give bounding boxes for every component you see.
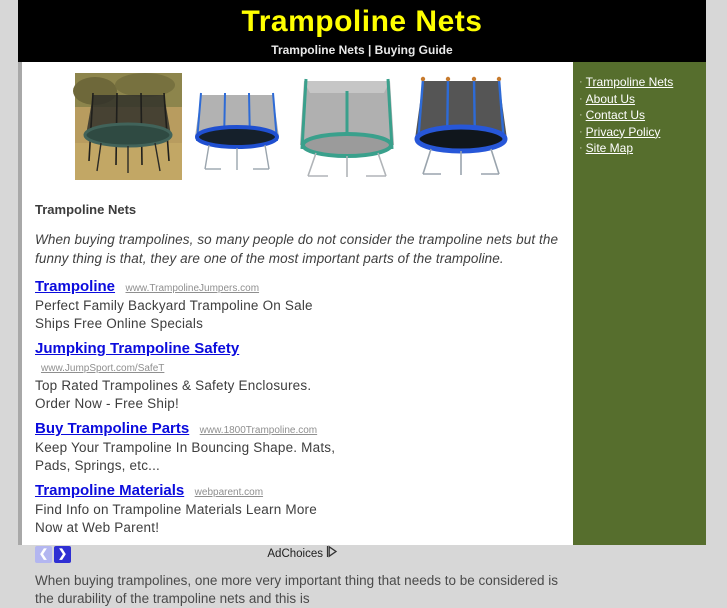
sidebar-nav (573, 62, 706, 545)
trampoline-teal-large (292, 73, 402, 185)
ad-block (35, 340, 337, 413)
ad-url-link[interactable]: www.1800Trampoline.com (199, 425, 318, 436)
page-title: Trampoline Nets (35, 202, 137, 217)
ad-link[interactable]: Trampoline (35, 278, 116, 295)
bullet-icon: · (579, 76, 583, 88)
sidebar-link[interactable]: About Us (585, 91, 636, 106)
trampoline-photo-outdoor (75, 73, 182, 185)
bullet-icon: · (579, 92, 583, 105)
ad-unit (35, 278, 337, 563)
sidebar-link[interactable]: Contact Us (585, 108, 646, 122)
main-content (18, 62, 573, 606)
trampoline-images-row (75, 78, 573, 185)
ad-link[interactable]: Trampoline Materials (35, 482, 185, 499)
trampoline-blue-small (187, 85, 287, 178)
sidebar-item-privacy-policy[interactable] (579, 126, 702, 139)
adchoices-label: AdChoices (267, 548, 323, 560)
ad-url-link[interactable]: www.TrampolineJumpers.com (125, 283, 260, 294)
adchoices-icon (326, 545, 337, 563)
adchoices-link[interactable] (267, 545, 337, 563)
page-container (18, 0, 706, 606)
sidebar-item-about-us[interactable] (579, 93, 702, 106)
bullet-icon: · (579, 142, 583, 154)
ad-url-link[interactable]: webparent.com (194, 487, 264, 498)
ad-link[interactable]: Jumpking Trampoline Safety (35, 340, 240, 357)
sidebar-link[interactable]: Privacy Policy (585, 124, 661, 139)
ad-description: Find Info on Trampoline Materials Learn More Now at Web Parent! (35, 502, 317, 535)
ad-description: Perfect Family Backyard Trampoline On Sale Ships Free Online Specials (35, 298, 313, 331)
ad-next-button[interactable]: ❯ (54, 546, 71, 563)
ad-description: Top Rated Trampolines & Safety Enclosures. Order Now - Free Ship! (35, 378, 312, 411)
bullet-icon: · (579, 109, 583, 121)
ad-footer (35, 545, 337, 563)
ad-description: Keep Your Trampoline In Bouncing Shape. Mats, Pads, Springs, etc... (35, 440, 336, 473)
site-subtitle: Trampoline Nets | Buying Guide (271, 43, 453, 57)
ad-url-link[interactable]: www.JumpSport.com/SafeT (41, 363, 165, 374)
site-header (18, 0, 706, 62)
trampoline-blue-large (407, 73, 515, 185)
ad-link[interactable]: Buy Trampoline Parts (35, 420, 190, 437)
sidebar-item-trampoline-nets[interactable] (579, 76, 702, 89)
ad-prev-button[interactable]: ❮ (35, 546, 52, 563)
clipped-paragraph: When buying trampolines, one more very important thing that needs to be considered is the durability of the trampoline nets and this is (35, 573, 559, 606)
body-row (18, 62, 706, 606)
intro-paragraph: When buying trampolines, so many people do not consider the trampoline nets but the funny thing is that, they are one of the most important parts of the trampoline. (35, 232, 559, 266)
sidebar-item-site-map[interactable] (579, 142, 702, 155)
sidebar-link[interactable]: Site Map (585, 141, 634, 155)
ad-block (35, 420, 337, 475)
ad-block (35, 278, 337, 333)
sidebar-link[interactable]: Trampoline Nets (585, 75, 674, 89)
ad-block (35, 482, 337, 537)
sidebar-item-contact-us[interactable] (579, 109, 702, 122)
bullet-icon: · (579, 125, 583, 138)
site-title: Trampoline Nets (241, 5, 483, 38)
